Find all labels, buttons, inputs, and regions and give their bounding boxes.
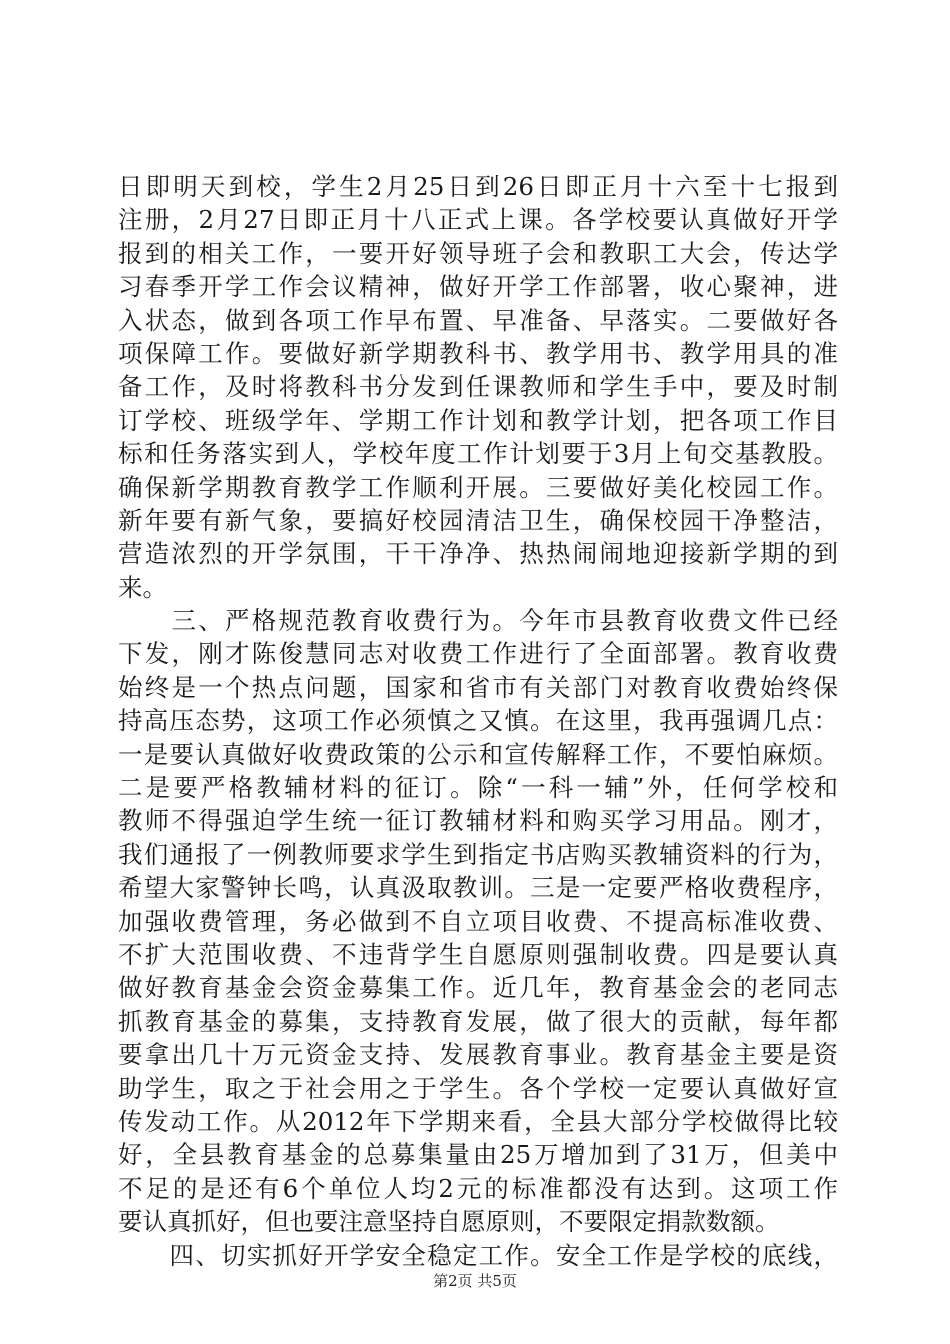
text-line: 入状态，做到各项工作早布置、早准备、早落实。二要做好各 [118,305,838,335]
page-footer: 第2页 共5页 [433,1272,517,1290]
text-line: 日即明天到校，学生2月25日到26日即正月十六至十七报到 [118,172,838,201]
text-line: 确保新学期教育教学工作顺利开展。三要做好美化校园工作。 [118,472,838,502]
text-line: 传发动工作。从2012年下学期来看，全县大部分学校做得比较 [118,1106,838,1136]
body-text [118,170,838,1272]
text-line: 始终是一个热点问题，国家和省市有关部门对教育收费始终保 [118,672,838,702]
text-line: 来。 [118,572,167,602]
text-line: 不扩大范围收费、不违背学生自愿原则强制收费。四是要认真 [118,939,838,969]
text-line: 要拿出几十万元资金支持、发展教育事业。教育基金主要是资 [118,1040,838,1070]
text-line: 教师不得强迫学生统一征订教辅材料和购买学习用品。刚才， [118,806,838,836]
text-line: 四、切实抓好开学安全稳定工作。安全工作是学校的底线， [118,1240,838,1270]
text-line: 二是要严格教辅材料的征订。除“一科一辅”外，任何学校和 [118,773,838,803]
text-line: 备工作，及时将教科书分发到任课教师和学生手中，要及时制 [118,372,838,402]
text-line: 习春季开学工作会议精神，做好开学工作部署，收心聚神，进 [118,272,838,302]
text-line: 新年要有新气象，要搞好校园清洁卫生，确保校园干净整洁， [118,505,838,535]
text-line: 项保障工作。要做好新学期教科书、教学用书、教学用具的准 [118,338,838,368]
text-line: 要认真抓好，但也要注意坚持自愿原则，不要限定捐款数额。 [118,1207,780,1237]
text-line: 一是要认真做好收费政策的公示和宣传解释工作，不要怕麻烦。 [118,739,838,769]
text-line: 标和任务落实到人，学校年度工作计划要于3月上旬交基教股。 [118,439,838,469]
text-line: 持高压态势，这项工作必须慎之又慎。在这里，我再强调几点： [118,706,838,736]
text-line: 三、严格规范教育收费行为。今年市县教育收费文件已经 [118,606,838,636]
text-line: 好，全县教育基金的总募集量由25万增加到了31万，但美中 [118,1140,838,1170]
text-line: 助学生，取之于社会用之于学生。各个学校一定要认真做好宣 [118,1073,838,1103]
text-line: 报到的相关工作，一要开好领导班子会和教职工大会，传达学 [118,238,838,268]
text-line: 订学校、班级学年、学期工作计划和教学计划，把各项工作目 [118,405,838,435]
text-line: 我们通报了一例教师要求学生到指定书店购买教辅资料的行为， [118,839,838,869]
text-line: 做好教育基金会资金募集工作。近几年，教育基金会的老同志 [118,973,838,1003]
text-line: 营造浓烈的开学氛围，干干净净、热热闹闹地迎接新学期的到 [118,539,838,569]
text-line: 希望大家警钟长鸣，认真汲取教训。三是一定要严格收费程序， [118,873,838,903]
text-line: 注册，2月27日即正月十八正式上课。各学校要认真做好开学 [118,205,838,235]
text-line: 抓教育基金的募集，支持教育发展，做了很大的贡献，每年都 [118,1006,838,1036]
text-line: 下发，刚才陈俊慧同志对收费工作进行了全面部署。教育收费 [118,639,838,669]
text-line: 不足的是还有6个单位人均2元的标准都没有达到。这项工作 [118,1173,838,1203]
text-line: 加强收费管理，务必做到不自立项目收费、不提高标准收费、 [118,906,838,936]
